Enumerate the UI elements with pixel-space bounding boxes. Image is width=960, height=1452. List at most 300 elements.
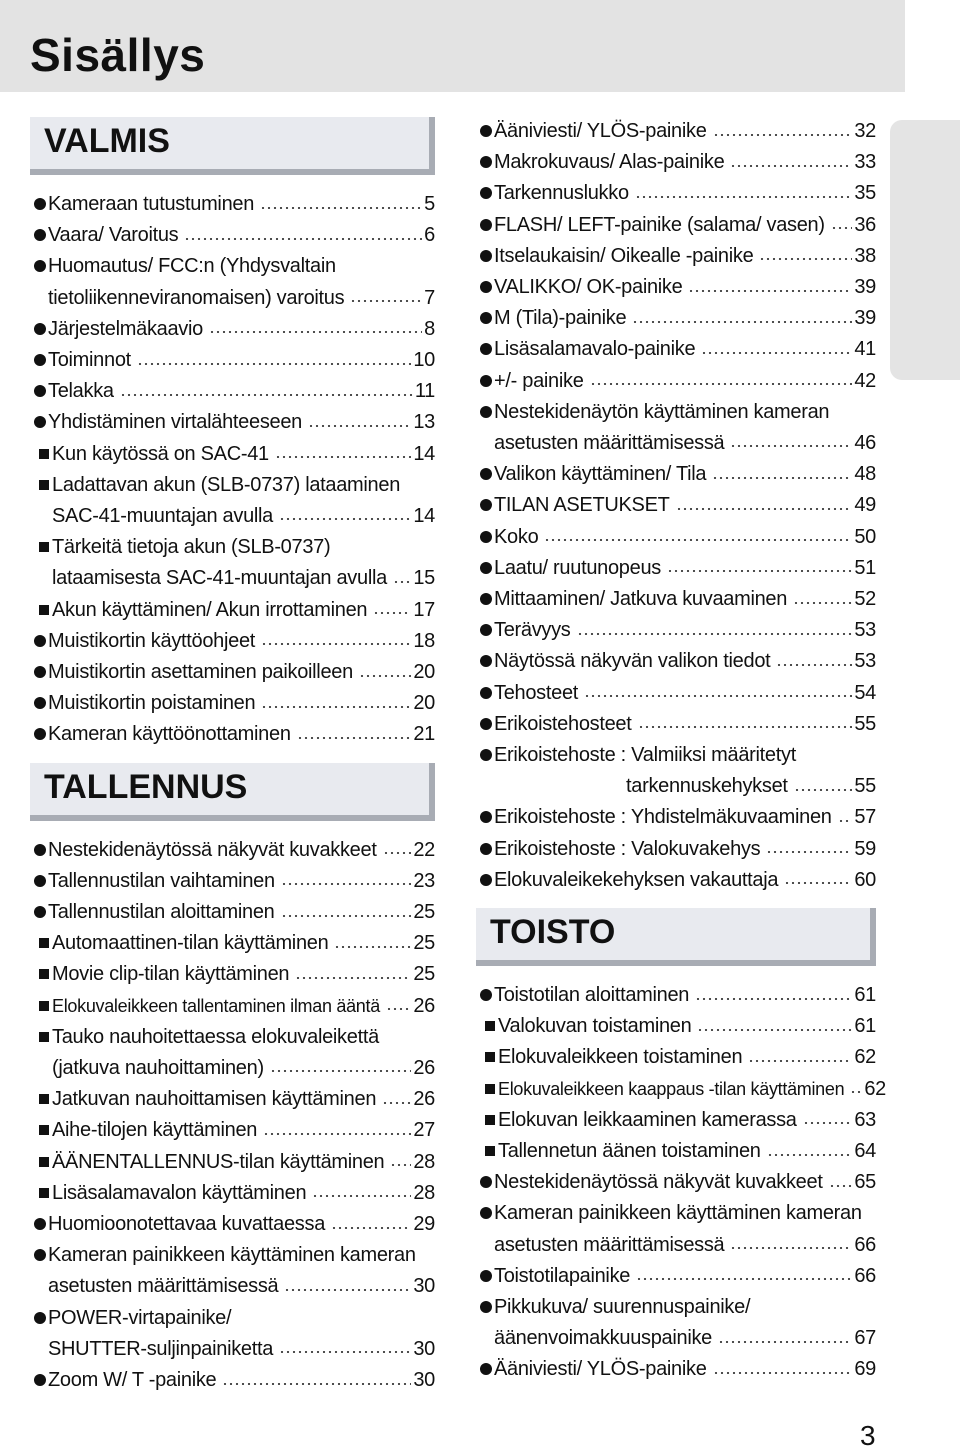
round-bullet-icon xyxy=(34,1218,46,1230)
toc-page-number: 30 xyxy=(413,1275,435,1298)
toc-page-number: 55 xyxy=(854,712,876,735)
toc-entry[interactable] xyxy=(30,345,435,376)
dot-leader xyxy=(718,1341,852,1343)
toc-entry[interactable] xyxy=(30,470,435,532)
toc-entry-text: Elokuvaleikkeen tallentaminen ilman ääntä xyxy=(52,995,380,1016)
toc-entry[interactable] xyxy=(476,490,876,521)
dot-leader xyxy=(359,675,411,677)
dot-leader xyxy=(730,445,852,447)
toc-page-number: 25 xyxy=(413,963,435,986)
dot-leader xyxy=(184,238,422,240)
round-bullet-icon xyxy=(480,219,492,231)
toc-entry[interactable] xyxy=(30,1022,435,1084)
toc-entry-text: Movie clip-tilan käyttäminen xyxy=(52,963,290,986)
toc-entry-text: Lisäsalamavalo-painike xyxy=(494,338,696,361)
toc-entry[interactable] xyxy=(476,178,876,209)
toc-page-number: 65 xyxy=(854,1171,876,1194)
round-bullet-icon xyxy=(480,562,492,574)
toc-entry-text: Telakka xyxy=(48,380,114,403)
toc-entry-text: +/- painike xyxy=(494,369,584,392)
toc-entry-text: asetusten määrittämisessä xyxy=(494,431,725,454)
dot-leader xyxy=(261,706,411,708)
toc-page-number: 7 xyxy=(424,286,435,309)
toc-entry[interactable] xyxy=(30,866,435,897)
dot-leader xyxy=(390,1164,411,1166)
dot-leader xyxy=(838,820,853,822)
toc-entry[interactable] xyxy=(476,709,876,740)
toc-page-number: 41 xyxy=(854,338,876,361)
round-bullet-icon xyxy=(480,250,492,262)
round-bullet-icon xyxy=(480,281,492,293)
round-bullet-icon xyxy=(34,697,46,709)
toc-entry[interactable] xyxy=(30,1084,435,1115)
square-bullet-icon xyxy=(39,969,49,979)
toc-entry[interactable] xyxy=(476,210,876,241)
toc-entry-text: Elokuvaleikkeen toistaminen xyxy=(498,1046,743,1069)
toc-entry[interactable] xyxy=(30,657,435,688)
section-heading-label: TOISTO xyxy=(490,913,616,951)
square-bullet-icon xyxy=(39,1157,49,1167)
toc-entry-text: Koko xyxy=(494,525,539,548)
toc-page-number: 6 xyxy=(424,224,435,247)
dot-leader xyxy=(120,394,413,396)
round-bullet-icon xyxy=(480,1270,492,1282)
dot-leader xyxy=(688,290,852,292)
toc-entry-text: Terävyys xyxy=(494,619,571,642)
dot-leader xyxy=(279,1351,411,1353)
toc-entry[interactable] xyxy=(476,678,876,709)
toc-page-number: 21 xyxy=(413,723,435,746)
toc-entry[interactable] xyxy=(30,376,435,407)
toc-page-number: 25 xyxy=(413,932,435,955)
toc-entry-text: Kun käytössä on SAC-41 xyxy=(52,442,269,465)
toc-page-number: 62 xyxy=(864,1077,886,1100)
toc-entry[interactable] xyxy=(476,1198,876,1260)
toc-page-number: 52 xyxy=(854,588,876,610)
toc-page-number: 29 xyxy=(413,1213,435,1235)
toc-entry-text: Tallennustilan vaihtaminen xyxy=(48,869,275,892)
toc-page-number: 15 xyxy=(413,567,435,590)
dot-leader xyxy=(636,1278,852,1280)
dot-leader xyxy=(295,977,411,979)
toc-entry[interactable] xyxy=(30,959,435,990)
dot-leader xyxy=(261,643,411,645)
round-bullet-icon xyxy=(480,593,492,605)
toc-entry-text: SAC-41-muuntajan avulla xyxy=(52,504,274,527)
dot-leader xyxy=(766,851,852,853)
toc-page-number: 27 xyxy=(413,1119,435,1142)
toc-entry[interactable] xyxy=(30,835,435,866)
dot-leader xyxy=(635,196,853,198)
toc-entry[interactable] xyxy=(30,626,435,657)
toc-page-number: 60 xyxy=(854,868,876,891)
toc-entry-text: SHUTTER-suljinpainiketta xyxy=(48,1337,274,1360)
toc-entry[interactable] xyxy=(476,1354,876,1385)
toc-entry-text: (jatkuva nauhoittaminen) xyxy=(52,1056,264,1079)
toc-entry-text: äänenvoimakkuuspainike xyxy=(494,1327,712,1350)
section-heading xyxy=(30,117,435,175)
toc-entry[interactable] xyxy=(30,688,435,719)
toc-entry-text: Kameran painikkeen käyttäminen kameran xyxy=(494,1202,862,1225)
toc-entry-text: asetusten määrittämisessä xyxy=(494,1233,725,1256)
toc-entry-text: Elokuvaleikkeen kaappaus -tilan käyttäminen xyxy=(498,1078,845,1099)
side-tab xyxy=(890,120,960,380)
toc-entry[interactable] xyxy=(476,241,876,272)
round-bullet-icon xyxy=(480,156,492,168)
dot-leader xyxy=(275,456,411,458)
toc-page-number: 17 xyxy=(413,598,435,621)
toc-page-number: 14 xyxy=(413,442,435,465)
toc-entry-text: asetusten määrittämisessä xyxy=(48,1275,279,1298)
toc-entry[interactable] xyxy=(30,897,435,928)
dot-leader xyxy=(632,321,852,323)
toc-entry[interactable] xyxy=(476,980,876,1011)
toc-entry-text: Itselaukaisin/ Oikealle -painike xyxy=(494,244,754,267)
square-bullet-icon xyxy=(39,605,49,615)
toc-entry[interactable] xyxy=(476,646,876,677)
toc-entry[interactable] xyxy=(30,220,435,251)
toc-entry-text: Makrokuvaus/ Alas-painike xyxy=(494,151,725,174)
toc-page-number: 54 xyxy=(854,681,876,704)
toc-page-number: 66 xyxy=(854,1233,876,1256)
round-bullet-icon xyxy=(480,1207,492,1219)
dot-leader xyxy=(829,1185,853,1187)
toc-entry[interactable] xyxy=(30,251,435,313)
round-bullet-icon xyxy=(480,718,492,730)
toc-page-number: 51 xyxy=(854,556,876,579)
toc-entry[interactable] xyxy=(476,834,876,865)
toc-entry[interactable] xyxy=(476,1074,886,1105)
toc-page-number: 10 xyxy=(413,349,435,371)
toc-entry-text: Muistikortin käyttöohjeet xyxy=(48,629,256,652)
toc-page-number: 61 xyxy=(854,984,876,1006)
toc-page-number: 30 xyxy=(413,1369,435,1391)
dot-leader xyxy=(383,852,412,854)
toc-entry-text: tietoliikenneviranomaisen) varoitus xyxy=(48,286,345,309)
toc-entry[interactable] xyxy=(476,522,876,553)
round-bullet-icon xyxy=(480,1301,492,1313)
toc-entry[interactable] xyxy=(30,1209,435,1240)
dot-leader xyxy=(730,165,852,167)
round-bullet-icon xyxy=(34,1312,46,1324)
round-bullet-icon xyxy=(34,416,46,428)
square-bullet-icon xyxy=(39,1188,49,1198)
toc-entry-text: Tallennustilan aloittaminen xyxy=(48,901,275,923)
square-bullet-icon xyxy=(485,1084,495,1094)
toc-page-number: 61 xyxy=(854,1015,876,1038)
toc-entry-text: tarkennuskehykset xyxy=(626,775,788,798)
round-bullet-icon xyxy=(34,260,46,272)
toc-entry-text: Laatu/ ruutunopeus xyxy=(494,556,661,579)
toc-entry[interactable] xyxy=(30,1240,435,1302)
toc-page-number: 36 xyxy=(854,213,876,236)
toc-entry[interactable] xyxy=(30,532,435,594)
page-title: Sisällys xyxy=(30,29,206,81)
toc-entry-text: Vaara/ Varoitus xyxy=(48,224,179,247)
toc-page-number: 13 xyxy=(413,411,435,434)
dot-leader xyxy=(638,726,853,728)
square-bullet-icon xyxy=(485,1021,495,1031)
round-bullet-icon xyxy=(34,354,46,366)
dot-leader xyxy=(281,915,412,917)
round-bullet-icon xyxy=(480,1176,492,1188)
toc-entry[interactable] xyxy=(476,334,876,365)
toc-entry[interactable] xyxy=(476,1011,876,1042)
toc-entry[interactable] xyxy=(30,928,435,959)
round-bullet-icon xyxy=(480,187,492,199)
toc-entry[interactable] xyxy=(30,439,435,470)
toc-page-number: 49 xyxy=(854,494,876,517)
dot-leader xyxy=(279,518,411,520)
dot-leader xyxy=(701,352,852,354)
round-bullet-icon xyxy=(480,468,492,480)
toc-entry-text: Ääniviesti/ YLÖS-painike xyxy=(494,120,707,142)
toc-page-number: 53 xyxy=(854,619,876,642)
toc-entry[interactable] xyxy=(30,189,435,220)
toc-page-number: 11 xyxy=(414,380,435,403)
dot-leader xyxy=(382,1102,411,1104)
toc-entry-text: Toistotilan aloittaminen xyxy=(494,984,690,1006)
round-bullet-icon xyxy=(480,531,492,543)
toc-page-number: 38 xyxy=(854,244,876,267)
round-bullet-icon xyxy=(480,1363,492,1375)
toc-entry-text: Erikoistehoste : Valmiiksi määritetyt xyxy=(494,744,796,766)
dot-leader xyxy=(260,207,422,209)
round-bullet-icon xyxy=(480,375,492,387)
toc-entry-text: Ladattavan akun (SLB-0737) lataaminen xyxy=(52,473,401,496)
toc-entry-text: Kameran painikkeen käyttäminen kameran xyxy=(48,1244,416,1267)
toc-entry[interactable] xyxy=(476,1105,876,1136)
round-bullet-icon xyxy=(480,343,492,355)
round-bullet-icon xyxy=(480,843,492,855)
dot-leader xyxy=(209,331,422,333)
toc-entry[interactable] xyxy=(30,595,435,626)
toc-page-number: 23 xyxy=(413,869,435,892)
round-bullet-icon xyxy=(480,989,492,1001)
toc-entry[interactable] xyxy=(476,116,876,147)
toc-entry-text: VALIKKO/ OK-painike xyxy=(494,276,683,298)
toc-entry-text: Järjestelmäkaavio xyxy=(48,317,203,340)
square-bullet-icon xyxy=(39,1001,49,1011)
toc-entry[interactable] xyxy=(476,615,876,646)
toc-page-number: 39 xyxy=(854,276,876,298)
round-bullet-icon xyxy=(480,655,492,667)
toc-page-number: 42 xyxy=(854,369,876,392)
toc-page-number: 55 xyxy=(854,775,876,798)
toc-page-number: 26 xyxy=(413,1088,435,1111)
toc-entry[interactable] xyxy=(476,459,876,490)
toc-page-number: 26 xyxy=(413,1056,435,1079)
toc-entry-text: TILAN ASETUKSET xyxy=(494,494,670,517)
toc-entry[interactable] xyxy=(30,314,435,345)
toc-entry-text: Lisäsalamavalon käyttäminen xyxy=(52,1181,307,1204)
toc-page-number: 8 xyxy=(424,317,435,340)
toc-entry-text: Jatkuvan nauhoittamisen käyttäminen xyxy=(52,1088,377,1111)
toc-entry-text: lataamisesta SAC-41-muuntajan avulla xyxy=(52,567,387,590)
square-bullet-icon xyxy=(485,1052,495,1062)
dot-leader xyxy=(713,134,853,136)
toc-entry[interactable] xyxy=(30,1115,435,1146)
dot-leader xyxy=(676,508,853,510)
dot-leader xyxy=(544,539,852,541)
toc-page-number: 18 xyxy=(413,629,435,652)
toc-entry[interactable] xyxy=(476,1042,876,1073)
toc-entry-text: Huomioonotettavaa kuvattaessa xyxy=(48,1213,326,1235)
dot-leader xyxy=(803,1122,853,1124)
toc-entry-text: Tärkeitä tietoja akun (SLB-0737) xyxy=(52,536,331,559)
dot-leader xyxy=(697,1029,852,1031)
dot-leader xyxy=(831,227,853,229)
toc-entry[interactable] xyxy=(30,407,435,438)
square-bullet-icon xyxy=(39,1032,49,1042)
toc-page-number: 53 xyxy=(854,650,876,673)
toc-page-number: 30 xyxy=(413,1337,435,1360)
square-bullet-icon xyxy=(39,938,49,948)
round-bullet-icon xyxy=(34,1249,46,1261)
toc-entry-text: ÄÄNENTALLENNUS-tilan käyttäminen xyxy=(52,1150,385,1173)
toc-entry[interactable] xyxy=(476,802,876,833)
toc-entry-text: Ääniviesti/ YLÖS-painike xyxy=(494,1358,707,1381)
round-bullet-icon xyxy=(34,844,46,856)
page-number: 3 xyxy=(860,1420,876,1451)
dot-leader xyxy=(748,1060,852,1062)
toc-entry-text: Erikoistehosteet xyxy=(494,712,632,735)
toc-entry-text: Aihe-tilojen käyttäminen xyxy=(52,1119,258,1142)
round-bullet-icon xyxy=(480,406,492,418)
toc-entry[interactable] xyxy=(476,584,876,615)
dot-leader xyxy=(386,1008,411,1010)
toc-entry-text: Toiminnot xyxy=(48,349,131,371)
dot-leader xyxy=(281,883,412,885)
toc-page-number: 48 xyxy=(854,463,876,486)
dot-leader xyxy=(793,602,852,604)
dot-leader xyxy=(393,581,411,583)
toc-entry[interactable] xyxy=(476,272,876,303)
dot-leader xyxy=(284,1289,411,1291)
toc-entry[interactable] xyxy=(30,1147,435,1178)
dot-leader xyxy=(297,737,412,739)
toc-page-number: 46 xyxy=(854,431,876,454)
dot-leader xyxy=(270,1070,412,1072)
toc-entry[interactable] xyxy=(476,397,876,459)
toc-entry-text: Valokuvan toistaminen xyxy=(498,1015,692,1038)
toc-page-number: 66 xyxy=(854,1264,876,1287)
dot-leader xyxy=(350,300,422,302)
toc-page-number: 22 xyxy=(413,838,435,861)
round-bullet-icon xyxy=(34,906,46,918)
dot-leader xyxy=(263,1133,411,1135)
dot-leader xyxy=(584,695,852,697)
toc-entry-text: Erikoistehoste : Valokuvakehys xyxy=(494,837,761,860)
square-bullet-icon xyxy=(485,1146,495,1156)
toc-entry-text: Nestekidenäytössä näkyvät kuvakkeet xyxy=(48,838,377,861)
toc-page-number: 39 xyxy=(854,307,876,330)
section-heading xyxy=(30,763,435,821)
toc-page-number: 20 xyxy=(413,661,435,683)
toc-page-number: 59 xyxy=(854,837,876,860)
toc-entry-text: Muistikortin poistaminen xyxy=(48,692,256,715)
toc-page-number: 28 xyxy=(413,1150,435,1173)
dot-leader xyxy=(713,1372,853,1374)
toc-entry[interactable] xyxy=(476,1292,876,1354)
toc-entry-text: Akun käyttäminen/ Akun irrottaminen xyxy=(52,598,368,621)
toc-entry-text: Mittaaminen/ Jatkuva kuvaaminen xyxy=(494,588,788,610)
toc-entry[interactable] xyxy=(30,1178,435,1209)
toc-page-number: 33 xyxy=(854,151,876,174)
toc-entry[interactable] xyxy=(476,147,876,178)
dot-leader xyxy=(373,612,411,614)
round-bullet-icon xyxy=(34,875,46,887)
toc-entry-text: Tehosteet xyxy=(494,681,579,704)
toc-entry[interactable] xyxy=(476,1261,876,1292)
section-heading xyxy=(476,908,876,966)
dot-leader xyxy=(712,477,852,479)
round-bullet-icon xyxy=(480,499,492,511)
toc-entry-text: Kameran käyttöönottaminen xyxy=(48,723,291,746)
dot-leader xyxy=(331,1227,411,1229)
toc-entry-text: Erikoistehoste : Yhdistelmäkuvaaminen xyxy=(494,806,832,829)
toc-entry[interactable] xyxy=(30,1303,435,1365)
toc-page-number: 28 xyxy=(413,1181,435,1204)
toc-entry[interactable] xyxy=(30,991,435,1022)
dot-leader xyxy=(312,1195,411,1197)
round-bullet-icon xyxy=(34,229,46,241)
toc-entry[interactable] xyxy=(476,865,876,896)
toc-entry[interactable] xyxy=(476,366,876,397)
square-bullet-icon xyxy=(39,1094,49,1104)
round-bullet-icon xyxy=(34,666,46,678)
toc-entry-text: Elokuvaleikekehyksen vakauttaja xyxy=(494,868,779,891)
dot-leader xyxy=(308,425,411,427)
round-bullet-icon xyxy=(34,198,46,210)
square-bullet-icon xyxy=(39,449,49,459)
toc-entry[interactable] xyxy=(476,303,876,334)
toc-entry-text: Valikon käyttäminen/ Tila xyxy=(494,463,707,486)
dot-leader xyxy=(759,258,852,260)
dot-leader xyxy=(334,946,411,948)
square-bullet-icon xyxy=(39,1125,49,1135)
toc-entry[interactable] xyxy=(30,1365,435,1396)
dot-leader xyxy=(730,1247,852,1249)
toc-entry[interactable] xyxy=(476,1136,876,1167)
square-bullet-icon xyxy=(39,480,49,490)
round-bullet-icon xyxy=(34,728,46,740)
toc-entry-text: Muistikortin asettaminen paikoilleen xyxy=(48,661,353,683)
toc-entry-text: Yhdistäminen virtalähteeseen xyxy=(48,411,302,434)
toc-page-number: 20 xyxy=(413,692,435,715)
section-heading-label: VALMIS xyxy=(44,122,170,160)
toc-entry-text: Toistotilapainike xyxy=(494,1264,631,1287)
round-bullet-icon xyxy=(480,125,492,137)
dot-leader xyxy=(850,1091,862,1093)
toc-page-number: 25 xyxy=(413,901,435,923)
toc-entry[interactable] xyxy=(476,1167,876,1198)
toc-entry[interactable] xyxy=(30,719,435,750)
toc-entry[interactable] xyxy=(476,740,876,802)
toc-page-number: 63 xyxy=(854,1108,876,1131)
round-bullet-icon xyxy=(34,323,46,335)
round-bullet-icon xyxy=(480,624,492,636)
dot-leader xyxy=(222,1383,411,1385)
round-bullet-icon xyxy=(480,687,492,699)
toc-entry[interactable] xyxy=(476,553,876,584)
toc-page-number: 57 xyxy=(854,806,876,829)
dot-leader xyxy=(784,882,852,884)
section-heading-label: TALLENNUS xyxy=(44,767,248,806)
toc-page-number: 5 xyxy=(424,193,435,215)
dot-leader xyxy=(776,664,852,666)
round-bullet-icon xyxy=(34,635,46,647)
